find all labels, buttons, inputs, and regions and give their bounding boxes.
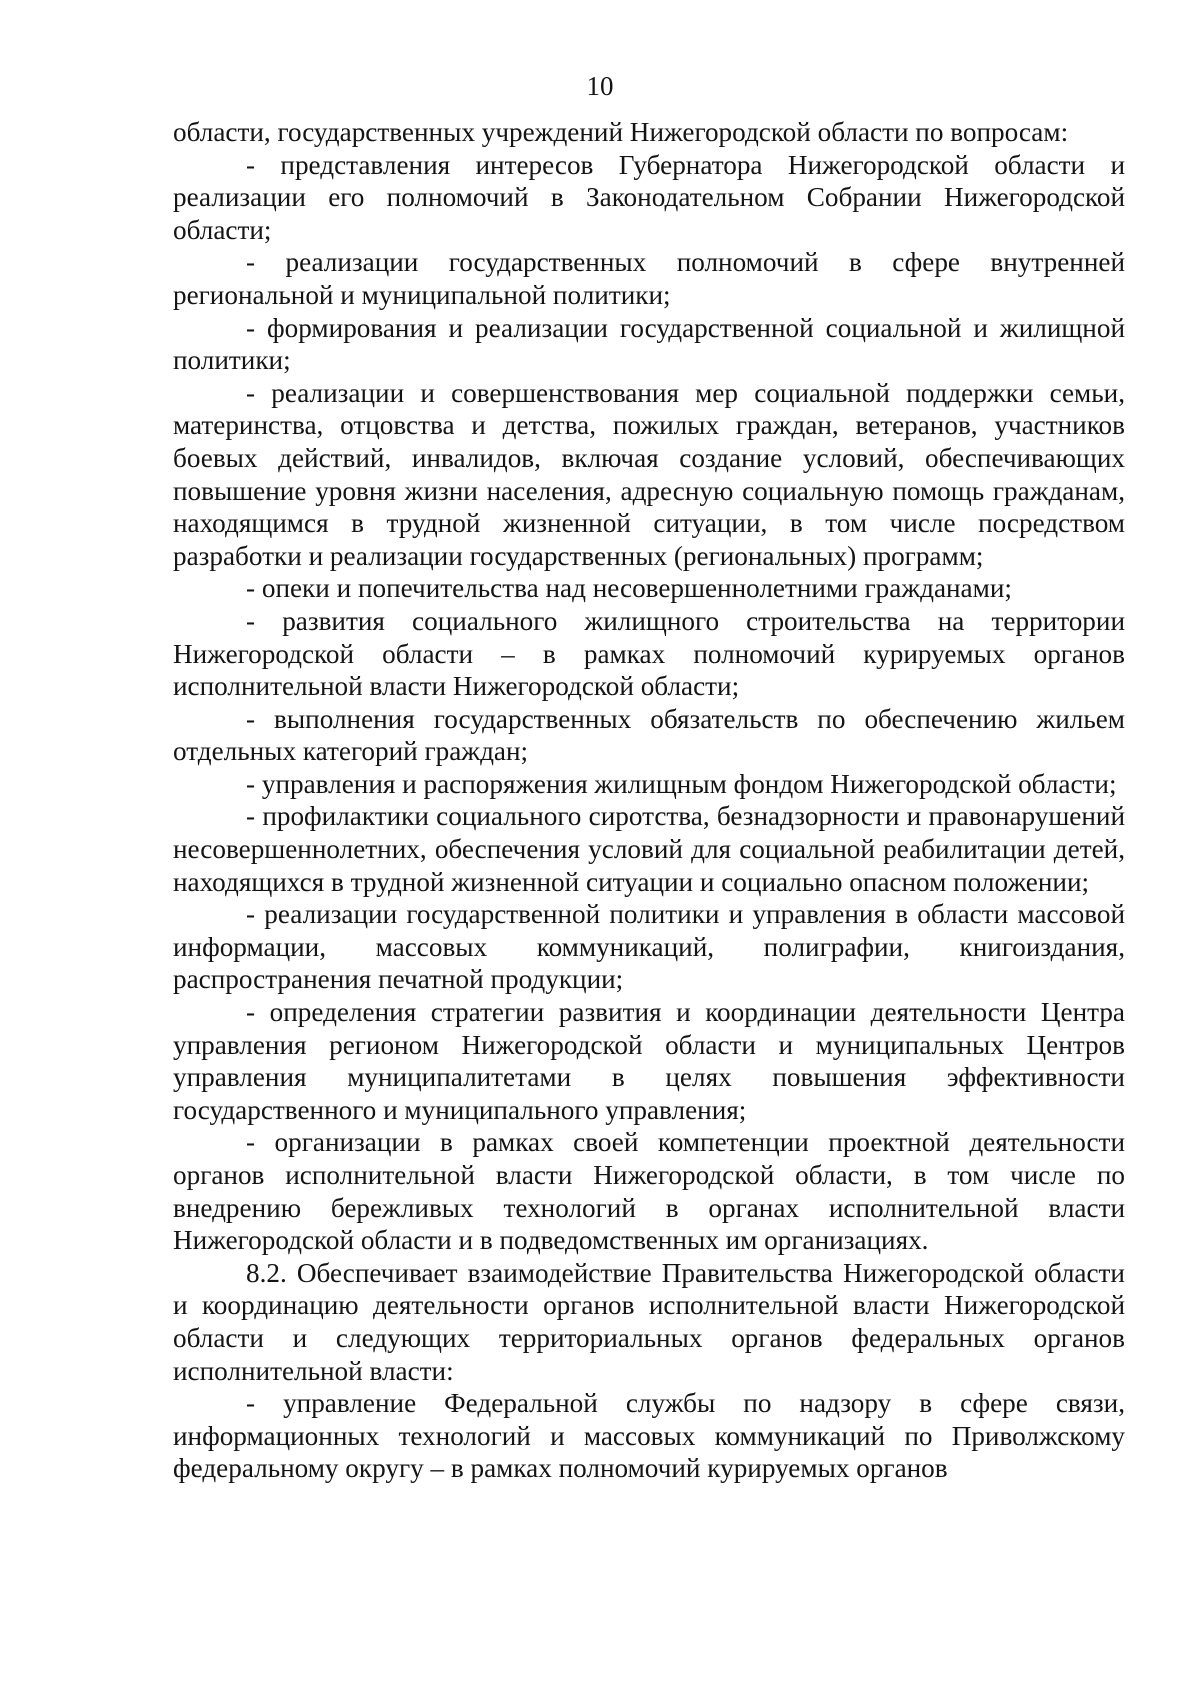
list-item: - представления интересов Губернатора Нижегородской области и реализации его полномочий в Законодательном Собрании Нижегородской области; bbox=[173, 149, 1125, 245]
list-item: - формирования и реализации государственной социальной и жилищной политики; bbox=[173, 312, 1125, 376]
list-item: - реализации и совершенствования мер социальной поддержки семьи, материнства, отцовства и детства, пожилых граждан, ветеранов, участников боевых действий, инвалидов, включая создание условий, обеспечивающих повышение уровня жизни населения, адресную социальную помощь гражданам, находящимся в трудной жизненной ситуации, в том числе посредством разработки и реализации государственных (региональных) программ; bbox=[173, 377, 1125, 571]
list-item: - реализации государственной политики и управления в области массовой информации, массовых коммуникаций, полиграфии, книгоиздания, распространения печатной продукции; bbox=[173, 899, 1125, 995]
list-item: - развития социального жилищного строительства на территории Нижегородской области – в рамках полномочий курируемых органов исполнительной власти Нижегородской области; bbox=[173, 605, 1125, 702]
list-item: - опеки и попечительства над несовершеннолетними гражданами; bbox=[246, 573, 1012, 604]
list-item: - организации в рамках своей компетенции проектной деятельности органов исполнительной власти Нижегородской области, в том числе по внедрению бережливых технологий в органах исполнительной власти Нижегородской области и в подведомственных им организациях. bbox=[173, 1127, 1125, 1256]
paragraph: области, государственных учреждений Нижегородской области по вопросам: bbox=[173, 117, 1069, 147]
section-paragraph-8-2: 8.2. Обеспечивает взаимодействие Правительства Нижегородской области и координацию деятельности органов исполнительной власти Нижегородской области и следующих территориальных органов федеральных органов исполнительной власти: bbox=[173, 1257, 1125, 1386]
list-item: - определения стратегии развития и координации деятельности Центра управления регионом Нижегородской области и муниципальных Центров управления муниципалитетами в целях повышения эффективности государственного и муниципального управления; bbox=[173, 997, 1125, 1125]
list-item: - профилактики социального сиротства, безнадзорности и правонарушений несовершеннолетних, обеспечения условий для социальной реабилитации детей, находящихся в трудной жизненной ситуации и социально опасном положении; bbox=[173, 801, 1125, 897]
list-item: - выполнения государственных обязательств по обеспечению жильем отдельных категорий граждан; bbox=[173, 703, 1125, 767]
list-item: - реализации государственных полномочий в сфере внутренней региональной и муниципальной политики; bbox=[173, 247, 1125, 310]
list-item: - управление Федеральной службы по надзору в сфере связи, информационных технологий и массовых коммуникаций по Приволжскому федеральному округу – в рамках полномочий курируемых органов bbox=[173, 1388, 1125, 1484]
list-item: - управления и распоряжения жилищным фондом Нижегородской области; bbox=[246, 768, 1117, 799]
document-body bbox=[173, 116, 1125, 1485]
page-number: 10 bbox=[586, 71, 614, 101]
